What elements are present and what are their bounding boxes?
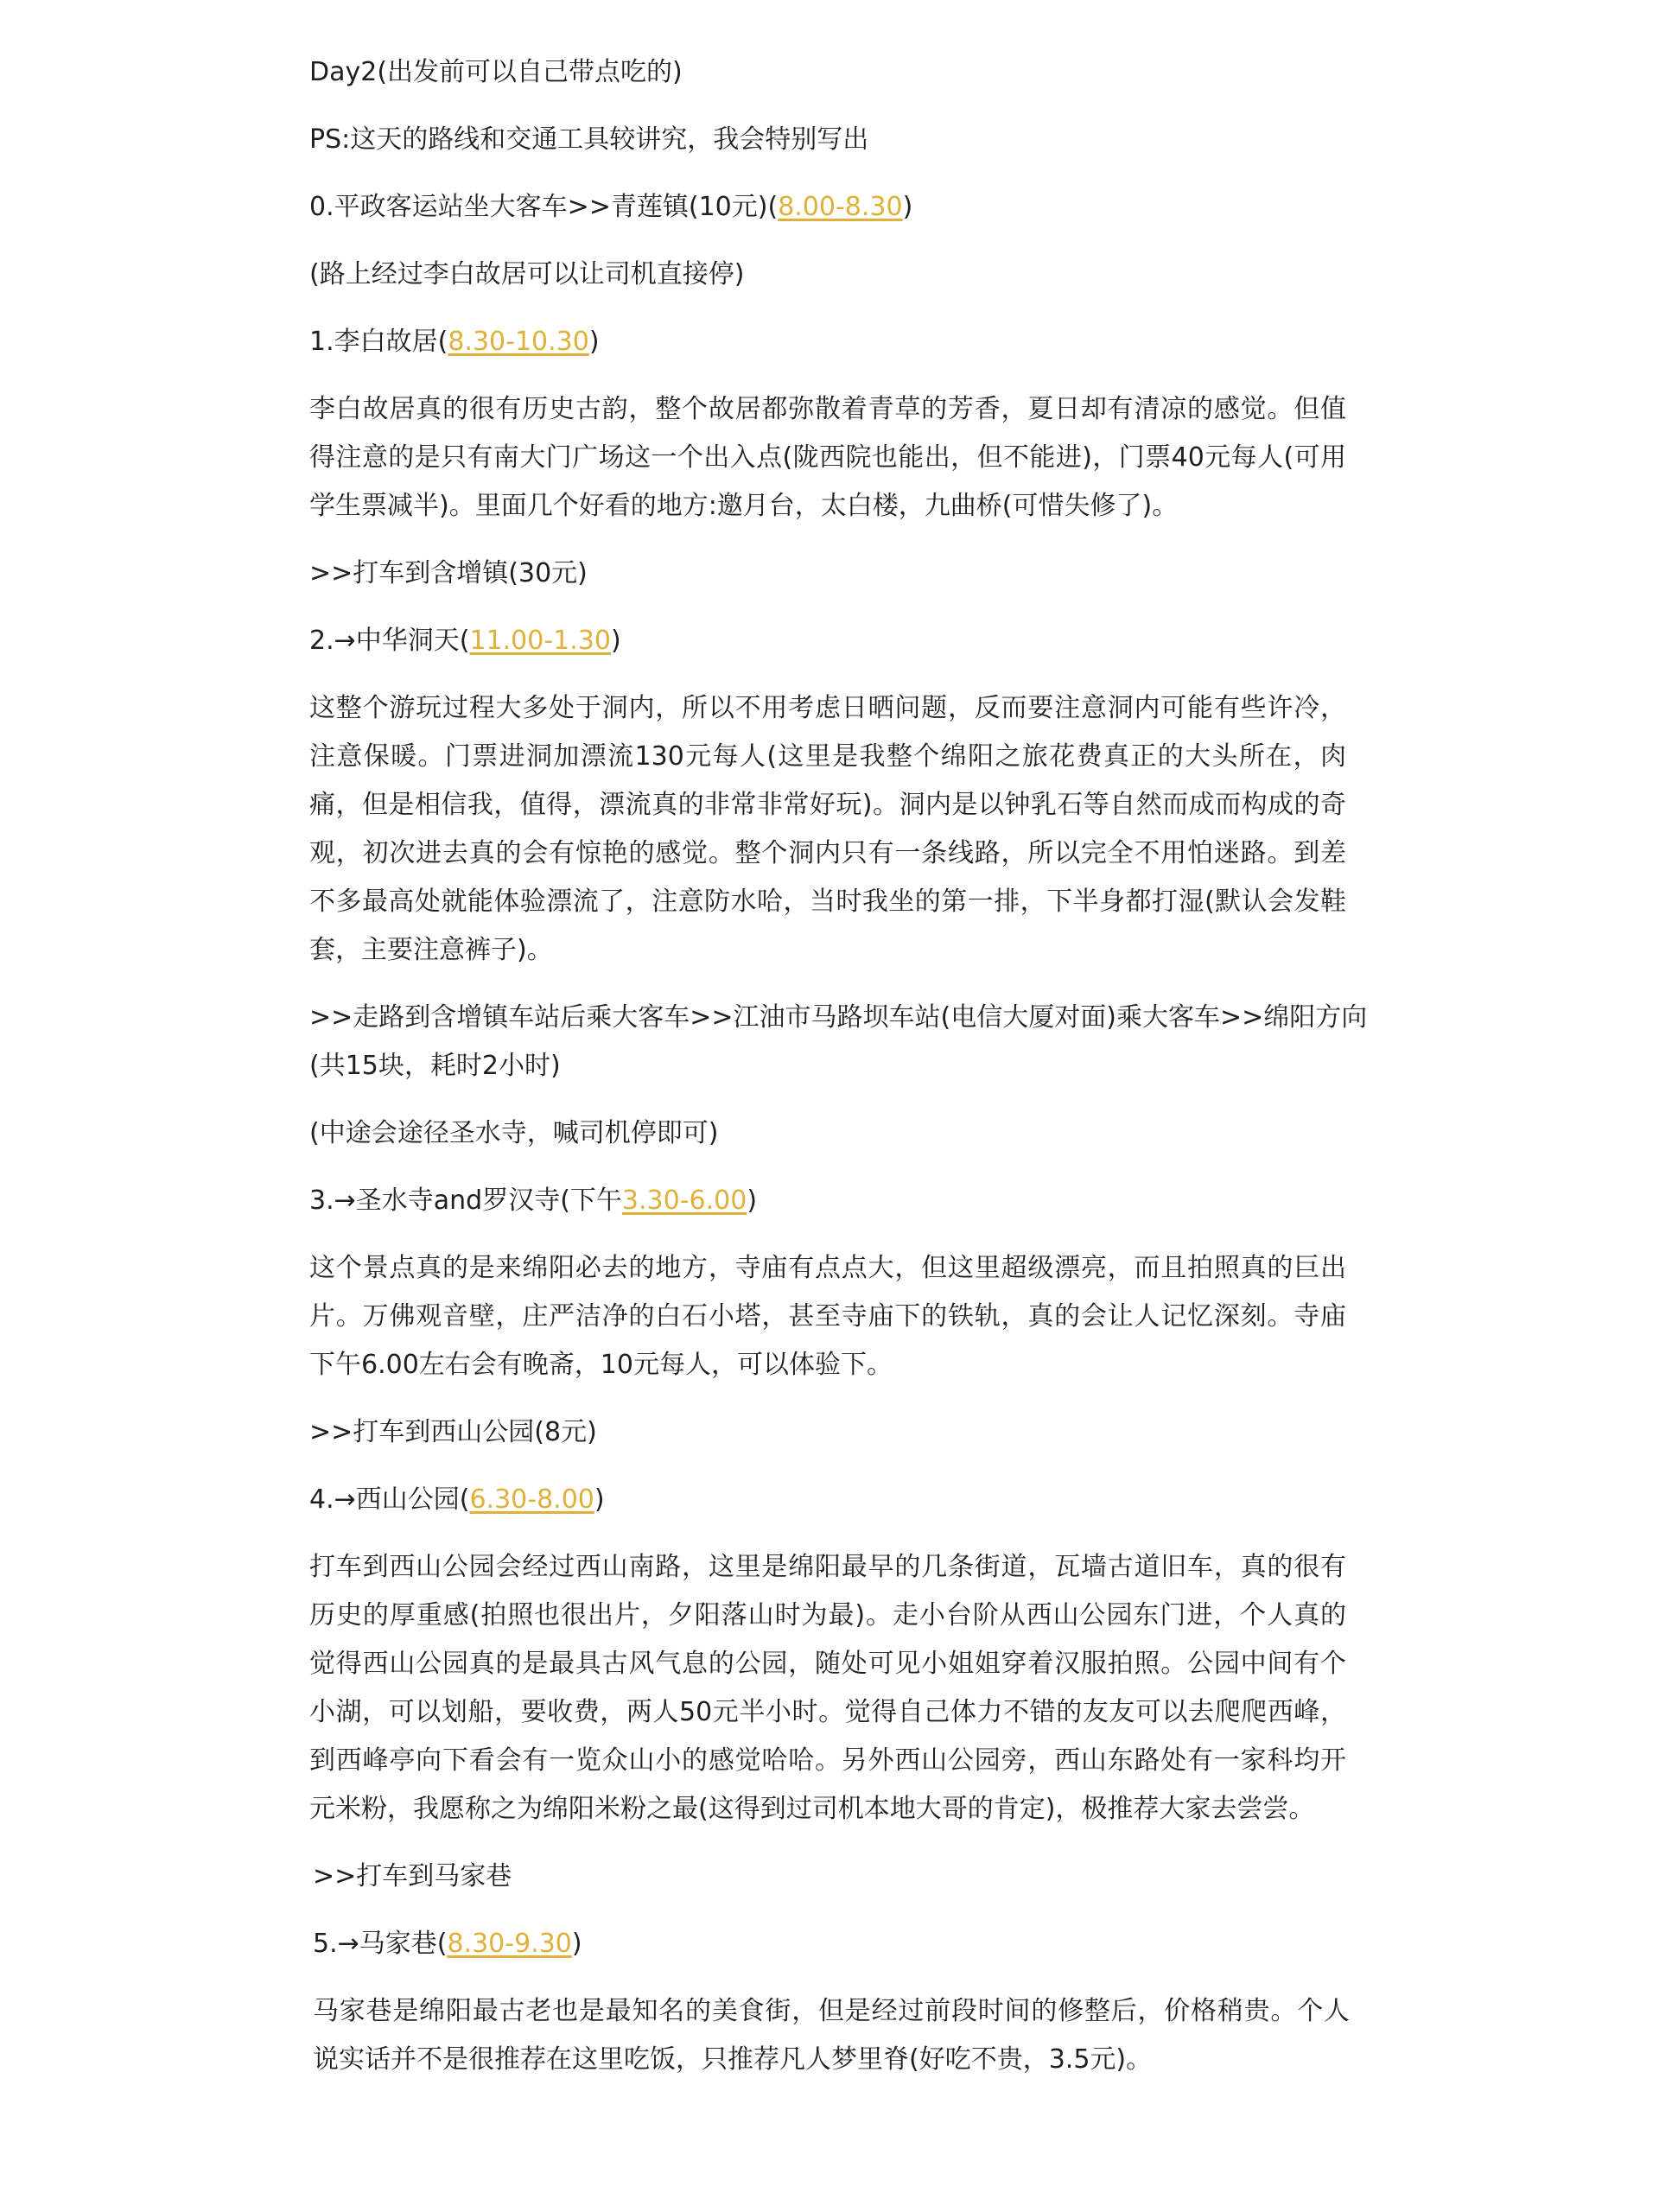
paragraph-line: 说实话并不是很推荐在这里吃饭，只推荐凡人梦里脊(好吃不贵，3.5元)。 (313, 2044, 1153, 2075)
step-0-suffix: ) (902, 192, 913, 222)
step-0-text: 0.平政客运站坐大客车>>青莲镇(10元)( (309, 192, 779, 222)
step-5-description (309, 1987, 1350, 2084)
step-3 (309, 1177, 1346, 1225)
paragraph-line: 觉得西山公园真的是最具古风气息的公园，随处可见小姐姐穿着汉服拍照。公园中间有个 (309, 1649, 1346, 1679)
paragraph-line: 套，主要注意裤子)。 (309, 935, 553, 965)
step-5-time: 8.30-9.30 (447, 1929, 572, 1959)
transfer-2-note: (中途会途径圣水寺，喊司机停即可) (309, 1118, 719, 1148)
step-1-description (309, 385, 1346, 531)
paragraph-line: 片。万佛观音壁，庄严洁净的白石小塔，甚至寺庙下的铁轨，真的会让人记忆深刻。寺庙 (309, 1301, 1346, 1332)
paragraph-line: 历史的厚重感(拍照也很出片，夕阳落山时为最)。走小台阶从西山公园东门进，个人真的 (309, 1600, 1346, 1630)
step-4-text: 4.→西山公园( (309, 1484, 470, 1515)
paragraph-line: 观，初次进去真的会有惊艳的感觉。整个洞内只有一条线路，所以完全不用怕迷路。到差 (309, 838, 1346, 868)
article (309, 48, 1368, 2103)
paragraph-line: 打车到西山公园会经过西山南路，这里是绵阳最早的几条街道，瓦墙古道旧车，真的很有 (309, 1552, 1346, 1582)
step-1-time: 8.30-10.30 (448, 327, 589, 357)
paragraph-line: 这个景点真的是来绵阳必去的地方，寺庙有点点大，但这里超级漂亮，而且拍照真的巨出 (309, 1253, 1346, 1283)
paragraph-line: >>走路到含增镇车站后乘大客车>>江油市马路坝车站(电信大厦对面)乘大客车>>绵阳方向 (309, 1002, 1368, 1033)
step-2-description (309, 684, 1346, 975)
step-3-suffix: ) (747, 1185, 758, 1216)
paragraph-line: 马家巷是绵阳最古老也是最知名的美食街，但是经过前段时间的修整后，价格稍贵。个人 (313, 1996, 1350, 2026)
paragraph-line: 不多最高处就能体验漂流了，注意防水哈，当时我坐的第一排，下半身都打湿(默认会发鞋 (309, 887, 1346, 917)
step-3-description (309, 1244, 1346, 1389)
step-5 (309, 1920, 1346, 1968)
transfer-2 (309, 994, 1368, 1090)
step-1-text: 1.李白故居( (309, 327, 448, 357)
day-title: Day2(出发前可以自己带点吃的) (309, 57, 683, 87)
paragraph-line: 这整个游玩过程大多处于洞内，所以不用考虑日晒问题，反而要注意洞内可能有些许冷， (309, 693, 1346, 723)
ps-note: PS:这天的路线和交通工具较讲究，我会特别写出 (309, 124, 869, 155)
step-5-text: 5.→马家巷( (313, 1929, 448, 1959)
transfer-1: >>打车到含增镇(30元) (309, 558, 588, 588)
step-4 (309, 1476, 1346, 1524)
paragraph-line: 元米粉，我愿称之为绵阳米粉之最(这得到过司机本地大哥的肯定)，极推荐大家去尝尝。 (309, 1794, 1315, 1824)
step-3-text: 3.→圣水寺and罗汉寺(下午 (309, 1185, 622, 1216)
step-2-text: 2.→中华洞天( (309, 626, 470, 656)
step-2-time: 11.00-1.30 (469, 626, 611, 656)
step-3-time: 3.30-6.00 (621, 1185, 747, 1216)
paragraph-line: 李白故居真的很有历史古韵，整个故居都弥散着青草的芳香，夏日却有清凉的感觉。但值 (309, 394, 1346, 424)
step-1-suffix: ) (588, 327, 600, 357)
step-4-suffix: ) (594, 1484, 605, 1515)
step-4-time: 6.30-8.00 (469, 1484, 594, 1515)
step-2-suffix: ) (610, 626, 621, 656)
step-0 (309, 183, 1346, 232)
paragraph-line: 下午6.00左右会有晚斋，10元每人，可以体验下。 (309, 1350, 893, 1380)
paragraph-line: 痛，但是相信我，值得，漂流真的非常非常好玩)。洞内是以钟乳石等自然而成而构成的奇 (309, 790, 1346, 820)
paragraph-line: 得注意的是只有南大门广场这一个出入点(陇西院也能出，但不能进)，门票40元每人(可用 (309, 442, 1346, 473)
transfer-3: >>打车到西山公园(8元) (309, 1417, 597, 1447)
step-5-suffix: ) (571, 1929, 582, 1959)
transfer-4: >>打车到马家巷 (313, 1861, 512, 1891)
paragraph-line: (共15块，耗时2小时) (309, 1051, 561, 1081)
paragraph-line: 注意保暖。门票进洞加漂流130元每人(这里是我整个绵阳之旅花费真正的大头所在，肉 (309, 741, 1346, 772)
step-0-time: 8.00-8.30 (778, 192, 903, 222)
step-2 (309, 617, 1346, 665)
paragraph-line: 到西峰亭向下看会有一览众山小的感觉哈哈。另外西山公园旁，西山东路处有一家科均开 (309, 1745, 1346, 1776)
step-0-note: (路上经过李白故居可以让司机直接停) (309, 259, 745, 289)
step-4-description (309, 1543, 1346, 1834)
paragraph-line: 学生票减半)。里面几个好看的地方:邀月台，太白楼，九曲桥(可惜失修了)。 (309, 491, 1179, 521)
step-1 (309, 318, 1346, 366)
paragraph-line: 小湖，可以划船，要收费，两人50元半小时。觉得自己体力不错的友友可以去爬爬西峰， (309, 1697, 1346, 1727)
